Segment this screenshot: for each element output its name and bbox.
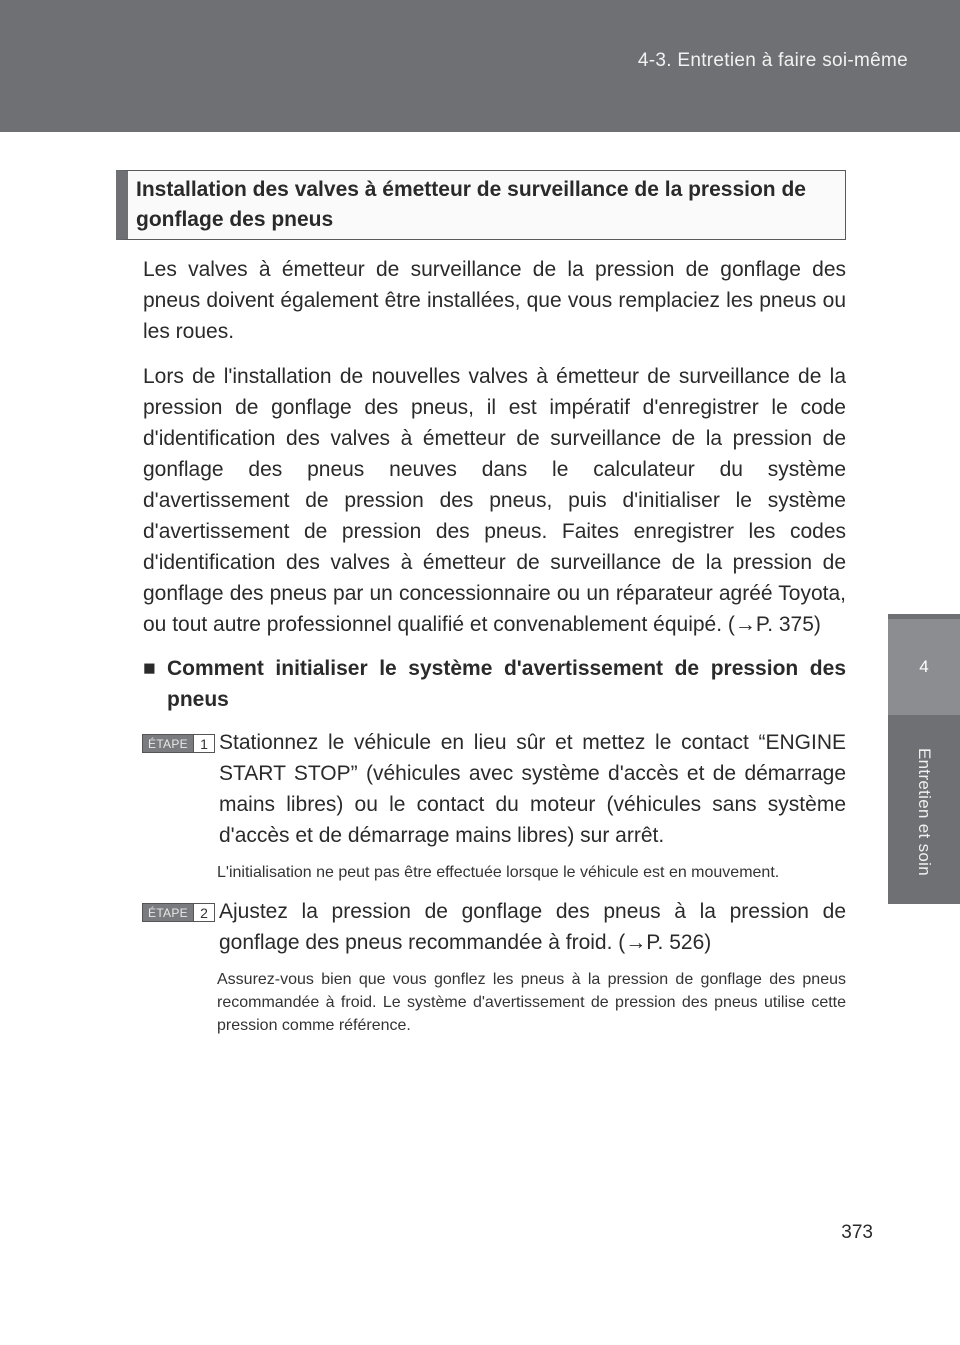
- section-heading: Installation des valves à émetteur de surveillance de la pression de gonflage des pneus: [116, 170, 846, 240]
- subheading-text: Comment initialiser le système d'avertissement de pression des pneus: [167, 657, 846, 711]
- step-2: [142, 896, 846, 958]
- page-header-bar: [0, 0, 960, 132]
- step-badge: [142, 734, 215, 753]
- paragraph: Lors de l'installation de nouvelles valves à émetteur de surveillance de la pression de gonflage des pneus, il est impératif d'enregistrer le code d'identification des valves à émetteur de surveillance de la pression de gonflage des pneus neuves dans le calculateur du système d'avertissement de pression des pneus, puis d'initialiser le système d'avertissement de pression des pneus. Faites enregistrer les codes d'identification des valves à émetteur de surveillance de la pression de gonflage des pneus par un concessionnaire ou un réparateur agréé Toyota, ou tout autre professionnel qualifié et convenablement équipé. (→P. 375): [143, 365, 846, 636]
- step-note: L'initialisation ne peut pas être effectuée lorsque le véhicule est en mouvement.: [217, 864, 780, 881]
- step-1: [142, 727, 846, 851]
- subheading: [143, 653, 846, 715]
- step-note: Assurez-vous bien que vous gonflez les pneus à la pression de gonflage des pneus recommandée à froid. Le système d'avertissement de pression des pneus utilise cette pression comme référence.: [217, 971, 846, 1034]
- page-number: 373: [841, 1222, 873, 1243]
- chapter-number: 4: [888, 619, 960, 715]
- step-badge-number: 2: [193, 904, 214, 921]
- step-badge: [142, 903, 215, 922]
- step-badge-label: ÉTAPE: [143, 904, 193, 921]
- step-text: Stationnez le véhicule en lieu sûr et mettez le contact “ENGINE START STOP” (véhicules avec système d'accès et de démarrage mains libres) ou le contact du moteur (véhicules sans système d'accès et de démarrage mains libres) sur arrêt.: [219, 731, 846, 847]
- step-badge-number: 1: [193, 735, 214, 752]
- paragraph: Les valves à émetteur de surveillance de la pression de gonflage des pneus doivent également être installées, que vous remplaciez les pneus ou les roues.: [143, 258, 846, 343]
- square-bullet-icon: ■: [143, 657, 156, 680]
- chapter-label: Entretien et soin: [915, 748, 934, 876]
- step-badge-label: ÉTAPE: [143, 735, 193, 752]
- page-content: [116, 170, 846, 1037]
- step-text: Ajustez la pression de gonflage des pneus à la pression de gonflage des pneus recommandée à froid. (→P. 526): [219, 900, 846, 954]
- chapter-side-tab: [888, 614, 960, 904]
- section-title: 4-3. Entretien à faire soi-même: [637, 50, 908, 71]
